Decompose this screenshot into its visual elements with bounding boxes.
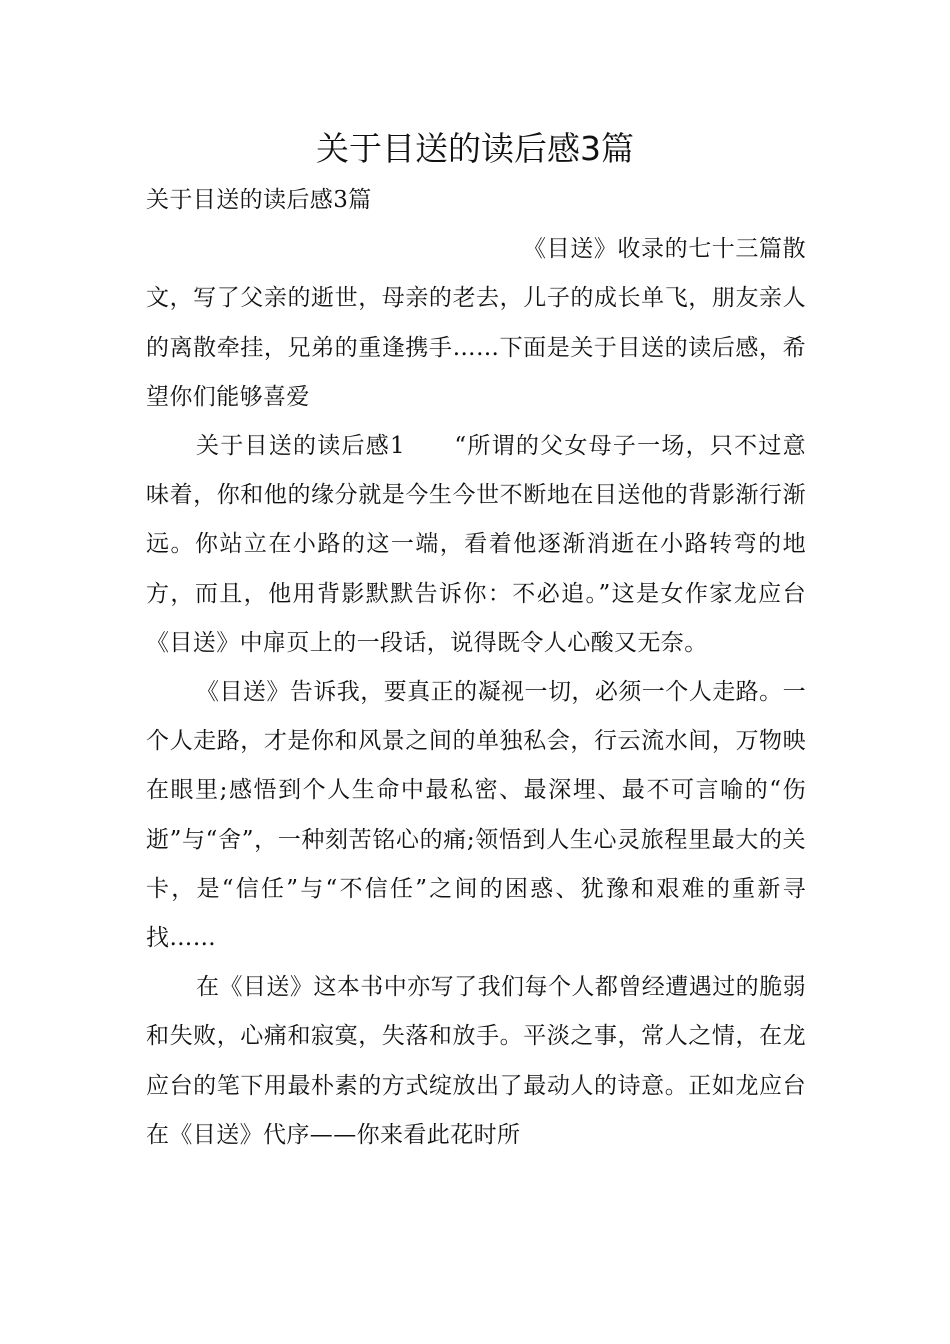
- document-subtitle: 关于目送的读后感3篇: [146, 187, 372, 213]
- body-paragraph: 关于目送的读后感1 “所谓的父女母子一场，只不过意味着，你和他的缘分就是今生今世不断地在目送他的背影渐行渐远。你站立在小路的这一端，看着他逐渐消逝在小路转弯的地方，而且，他用背影默默告诉你：不必追。”这是女作家龙应台《目送》中扉页上的一段话，说得既令人心酸又无奈。: [146, 433, 806, 656]
- intro-paragraph: 《目送》收录的七十三篇散文，写了父亲的逝世，母亲的老去，儿子的成长单飞，朋友亲人的离散牵挂，兄弟的重逢携手……下面是关于目送的读后感，希望你们能够喜爱: [146, 236, 806, 410]
- body-paragraph: 《目送》告诉我，要真正的凝视一切，必须一个人走路。一个人走路，才是你和风景之间的单独私会，行云流水间，万物映在眼里;感悟到个人生命中最私密、最深埋、最不可言喻的“伤逝”与“舍”，一种刻苦铭心的痛;领悟到人生心灵旅程里最大的关卡，是“信任”与“不信任”之间的困惑、犹豫和艰难的重新寻找……: [146, 679, 806, 952]
- body-paragraph: 在《目送》这本书中亦写了我们每个人都曾经遭遇过的脆弱和失败，心痛和寂寞，失落和放手。平淡之事，常人之情，在龙应台的笔下用最朴素的方式绽放出了最动人的诗意。正如龙应台在《目送》代序——你来看此花时所: [146, 974, 806, 1148]
- document-title: 关于目送的读后感3篇: [316, 129, 634, 168]
- document-body: [146, 176, 806, 1160]
